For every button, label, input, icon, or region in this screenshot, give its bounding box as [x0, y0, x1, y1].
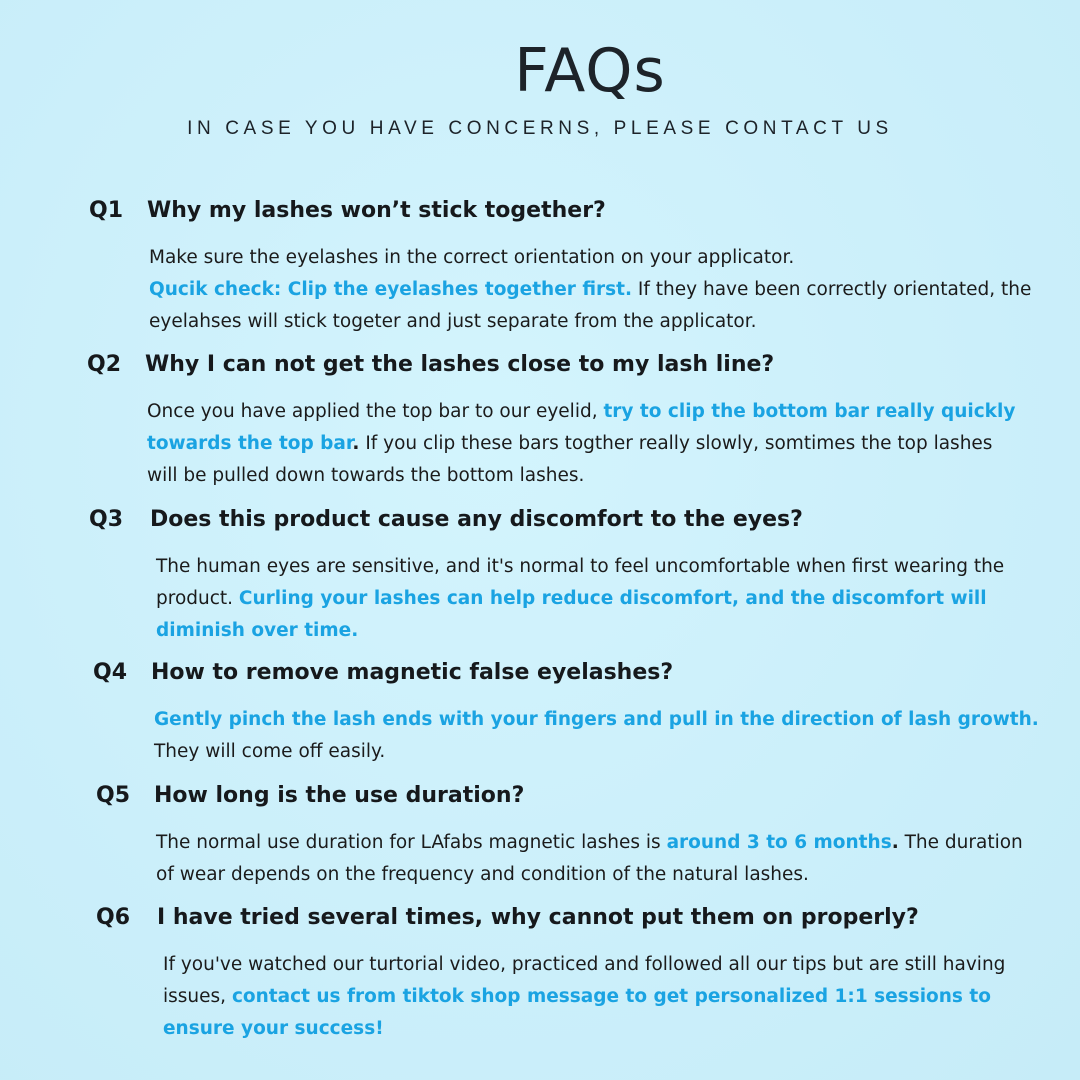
answer-text	[156, 551, 1061, 647]
answer-lead: Once you have applied the top bar to our eyelid,	[147, 401, 604, 422]
answer-text	[149, 242, 1049, 338]
faq-item-1	[0, 198, 1080, 332]
answer-continuation: If they have been correctly orientated, the eyelahses will stick togeter and just separate from the applicator.	[149, 279, 1032, 332]
page-title: FAQs	[514, 36, 666, 106]
question-text: How long is the use duration?	[154, 783, 525, 808]
answer-text	[156, 827, 1036, 891]
page-subtitle: IN CASE YOU HAVE CONCERNS, PLEASE CONTACT US	[187, 118, 893, 139]
answer-highlight: contact us from tiktok shop message to get personalized 1:1 sessions to ensure your success!	[163, 986, 991, 1039]
answer-lead: The normal use duration for LAfabs magnetic lashes is	[156, 832, 667, 853]
question-text: Why I can not get the lashes close to my lash line?	[145, 352, 775, 377]
question-number: Q2	[87, 352, 122, 377]
question-text: I have tried several times, why cannot put them on properly?	[157, 905, 919, 930]
faq-item-6	[0, 905, 1080, 1039]
answer-highlight: around 3 to 6 months	[666, 832, 892, 853]
question-text: Does this product cause any discomfort to the eyes?	[150, 507, 803, 532]
answer-text	[147, 396, 1027, 492]
answer-continuation: If you clip these bars togther really slowly, somtimes the top lashes will be pulled down towards the bottom lashes.	[147, 433, 993, 486]
faq-item-4	[0, 660, 1080, 762]
answer-highlight: Gently pinch the lash ends with your fingers and pull in the direction of lash growth.	[154, 709, 1039, 730]
answer-lead: If you've watched our turtorial video, practiced and followed all our tips but are still having issues,	[163, 954, 1006, 1007]
question-text: How to remove magnetic false eyelashes?	[151, 660, 674, 685]
answer-highlight: try to clip the bottom bar really quickly towards the top bar	[147, 401, 1016, 454]
answer-text	[154, 704, 1064, 768]
question-number: Q6	[96, 905, 131, 930]
question-number: Q4	[93, 660, 128, 685]
answer-lead: The human eyes are sensitive, and it's normal to feel uncomfortable when first wearing the product.	[156, 556, 1005, 609]
answer-text	[163, 949, 1053, 1045]
question-number: Q1	[89, 198, 124, 223]
faq-item-3	[0, 507, 1080, 641]
answer-period: .	[891, 832, 899, 853]
faq-item-2	[0, 352, 1080, 486]
faq-item-5	[0, 783, 1080, 885]
answer-line: Make sure the eyelashes in the correct orientation on your applicator.	[149, 247, 795, 268]
question-number: Q3	[89, 507, 124, 532]
answer-period: .	[352, 433, 360, 454]
answer-highlight: Curling your lashes can help reduce discomfort, and the discomfort will diminish over time.	[156, 588, 987, 641]
answer-continuation: They will come off easily.	[154, 741, 386, 762]
question-number: Q5	[96, 783, 131, 808]
answer-highlight: Qucik check: Clip the eyelashes together first.	[149, 279, 633, 300]
answer-continuation: The duration of wear depends on the frequency and condition of the natural lashes.	[156, 832, 1023, 885]
question-text: Why my lashes won’t stick together?	[147, 198, 606, 223]
